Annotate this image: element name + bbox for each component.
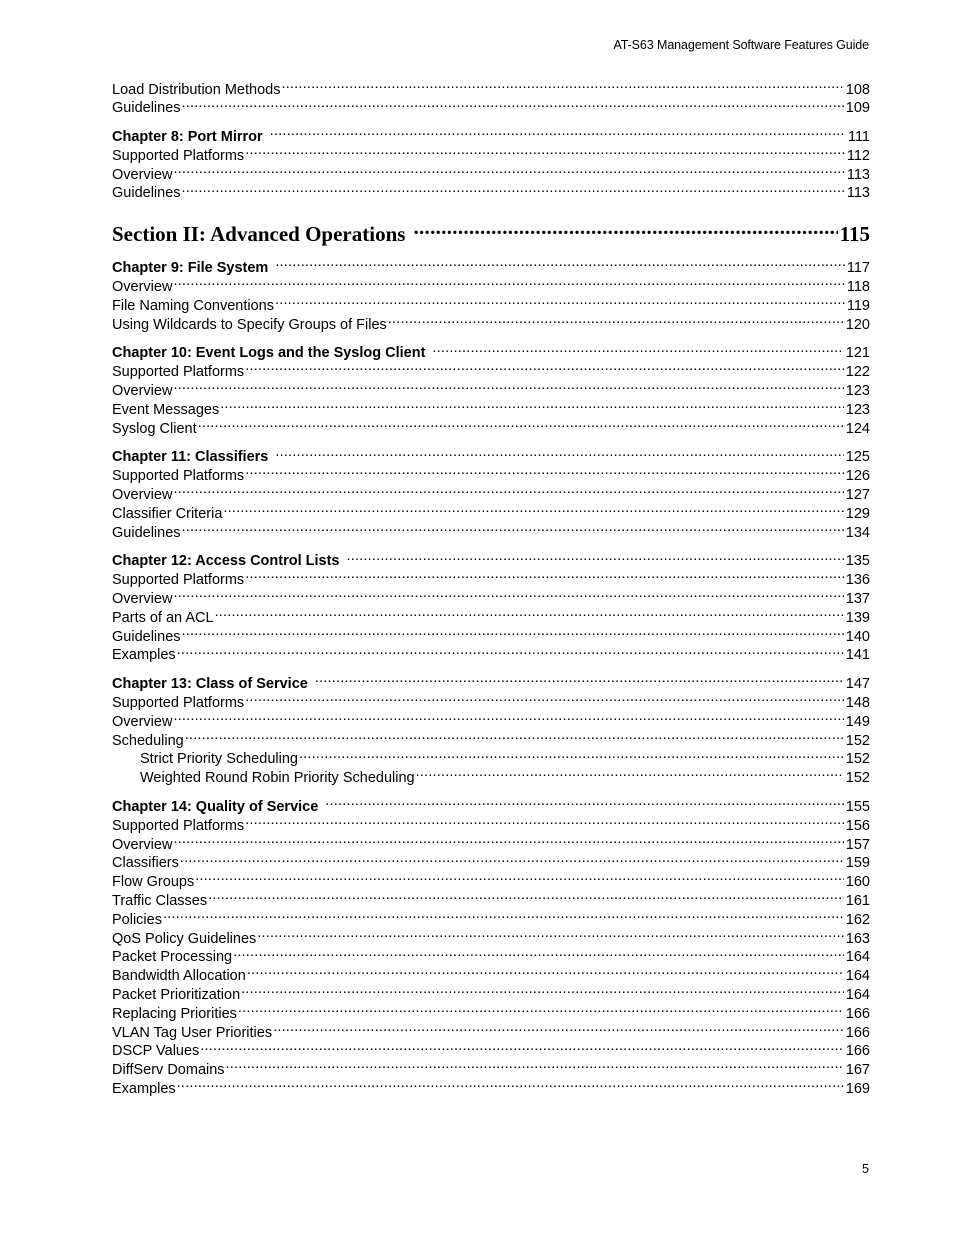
leader-dots [275,258,845,273]
toc-entry[interactable] [112,1041,870,1060]
toc-entry-page: 129 [845,505,870,522]
chapter-page: 121 [845,345,870,362]
leader-dots [432,343,843,358]
toc-entry-label: Overview [112,383,173,400]
toc-chapter-8[interactable] [112,127,870,146]
leader-dots [233,947,844,962]
leader-dots [245,145,845,160]
toc-chapter-14[interactable] [112,797,870,816]
chapter-title: Chapter 12: Access Control Lists [112,553,340,570]
leader-dots [173,711,843,726]
toc-entry-page: 119 [846,297,870,314]
toc-entry-page: 169 [845,1080,870,1097]
leader-dots [281,79,843,94]
toc-entry[interactable] [112,145,870,164]
toc-entry-page: 134 [845,524,870,541]
toc-entry[interactable] [112,418,870,437]
toc-entry-page: 162 [845,911,870,928]
leader-dots [416,768,844,783]
leader-dots [315,674,844,689]
chapter-title: Chapter 8: Port Mirror [112,129,263,146]
toc-entry[interactable] [112,485,870,504]
leader-dots [413,220,837,241]
toc-entry-label: Bandwidth Allocation [112,968,246,985]
leader-dots [195,872,844,887]
leader-dots [241,984,844,999]
chapter-page: 147 [845,676,870,693]
toc-entry[interactable] [112,711,870,730]
toc-entry-page: 160 [845,874,870,891]
toc-entry[interactable] [112,79,870,98]
toc-entry-page: 148 [845,695,870,712]
toc-entry-page: 122 [845,364,870,381]
section-title: Section II: Advanced Operations [112,221,406,246]
toc-entry-page: 163 [845,930,870,947]
toc-entry-label: Packet Prioritization [112,986,241,1003]
leader-dots [173,277,844,292]
toc-entry-label: Supported Platforms [112,817,245,834]
toc-entry[interactable] [112,928,870,947]
leader-dots [220,399,844,414]
toc-entry-label: Supported Platforms [112,468,245,485]
leader-dots [347,551,844,566]
toc-entry-page: 123 [845,401,870,418]
leader-dots [163,909,844,924]
toc-entry-page: 137 [845,591,870,608]
leader-dots [270,127,846,142]
toc-entry[interactable] [112,183,870,202]
toc-entry-label: Weighted Round Robin Priority Scheduling [140,770,415,787]
leader-dots [173,834,843,849]
toc-entry-label: Syslog Client [112,420,197,437]
leader-dots [257,928,844,943]
toc-entry[interactable] [112,947,870,966]
leader-dots [177,645,844,660]
toc-entry-label: Examples [112,647,176,664]
leader-dots [388,314,844,329]
toc-entry-page: 112 [846,147,870,164]
toc-entry-page: 140 [845,628,870,645]
toc-entry-label: Classifier Criteria [112,505,223,522]
toc-entry-label: VLAN Tag User Priorities [112,1024,273,1041]
leader-dots [173,485,843,500]
leader-dots [182,522,844,537]
leader-dots [238,1003,844,1018]
toc-entry-label: Strict Priority Scheduling [140,751,298,768]
leader-dots [245,466,844,481]
chapter-title: Chapter 10: Event Logs and the Syslog Client [112,345,426,362]
toc-chapter-10[interactable] [112,343,870,362]
toc-entry-page: 167 [845,1062,870,1079]
toc-entry-label: Classifiers [112,855,179,872]
toc-entry[interactable] [112,295,870,314]
toc-entry-page: 139 [845,609,870,626]
toc-entry[interactable] [112,815,870,834]
leader-dots [173,589,843,604]
toc-entry-label: Event Messages [112,401,220,418]
toc-entry-page: 141 [845,647,870,664]
toc-entry-page: 118 [846,279,870,296]
toc-entry-label: Using Wildcards to Specify Groups of Files [112,316,387,333]
toc-entry-label: Supported Platforms [112,695,245,712]
leader-dots [182,626,844,641]
toc-entry-label: Traffic Classes [112,892,208,909]
toc-entry[interactable] [112,966,870,985]
toc-entry[interactable] [112,277,870,296]
toc-entry-label: Supported Platforms [112,147,245,164]
toc-entry-page: 159 [845,855,870,872]
toc-entry-label: Overview [112,591,173,608]
toc-entry-page: 124 [845,420,870,437]
toc-subentry[interactable] [112,768,870,787]
toc-entry-label: Guidelines [112,185,181,202]
toc-entry-label: QoS Policy Guidelines [112,930,257,947]
toc-entry[interactable] [112,314,870,333]
toc-entry-label: Examples [112,1080,176,1097]
toc-entry-page: 108 [845,81,870,98]
toc-entry[interactable] [112,362,870,381]
toc-entry[interactable] [112,98,870,117]
toc-entry-page: 113 [846,185,870,202]
toc-entry[interactable] [112,466,870,485]
toc-entry-page: 152 [845,732,870,749]
leader-dots [173,164,844,179]
toc-entry-page: 109 [845,100,870,117]
toc-entry-label: Supported Platforms [112,572,245,589]
toc-entry[interactable] [112,1060,870,1079]
toc-entry[interactable] [112,872,870,891]
leader-dots [198,418,844,433]
toc-entry[interactable] [112,890,870,909]
toc-entry-page: 157 [845,836,870,853]
leader-dots [245,570,844,585]
toc-entry-label: Guidelines [112,100,181,117]
leader-dots [245,815,844,830]
toc-entry-label: File Naming Conventions [112,297,274,314]
chapter-page: 155 [845,799,870,815]
toc-entry-page: 166 [845,1005,870,1022]
toc-entry-label: Overview [112,713,173,730]
leader-dots [273,1022,844,1037]
toc-entry-label: Load Distribution Methods [112,81,281,98]
toc-entry[interactable] [112,730,870,749]
toc-entry-label: Overview [112,166,173,183]
leader-dots [185,730,844,745]
toc-chapter-11[interactable] [112,447,870,466]
chapter-title: Chapter 9: File System [112,260,269,277]
toc-entry-label: Overview [112,487,173,504]
toc-entry-label: Replacing Priorities [112,1005,237,1022]
chapter-page: 125 [845,449,870,466]
toc-entry-label: Policies [112,911,162,928]
chapter-title: Chapter 13: Class of Service [112,676,308,693]
toc-entry[interactable] [112,693,870,712]
toc-subentry[interactable] [112,749,870,768]
toc-entry-page: 126 [845,468,870,485]
toc-entry[interactable] [112,853,870,872]
toc-entry-label: Flow Groups [112,874,195,891]
toc-entry-page: 164 [845,986,870,1003]
toc-entry-page: 161 [845,892,870,909]
chapter-page: 117 [846,260,870,277]
toc-entry[interactable] [112,645,870,664]
toc-entry-page: 127 [845,487,870,504]
toc-entry[interactable] [112,1003,870,1022]
toc-entry[interactable] [112,381,870,400]
section-page: 115 [839,221,870,246]
toc-entry-label: Parts of an ACL [112,609,214,626]
toc-entry-page: 164 [845,968,870,985]
toc-chapter-13[interactable] [112,674,870,693]
chapter-page: 135 [845,553,870,570]
toc-entry-page: 166 [845,1043,870,1060]
leader-dots [208,890,844,905]
toc-entry-page: 149 [845,713,870,730]
toc-entry[interactable] [112,503,870,522]
toc-entry-label: DiffServ Domains [112,1062,225,1079]
toc-entry-page: 120 [845,316,870,333]
toc-entry[interactable] [112,1022,870,1041]
toc-entry[interactable] [112,626,870,645]
leader-dots [245,693,844,708]
toc-entry[interactable] [112,570,870,589]
leader-dots [200,1041,843,1056]
toc-entry-page: 152 [845,770,870,787]
toc-entry[interactable] [112,984,870,1003]
leader-dots [299,749,844,764]
toc-entry-label: Overview [112,836,173,853]
leader-dots [245,362,844,377]
toc-entry[interactable] [112,522,870,541]
leader-dots [275,447,843,462]
toc-entry-label: Overview [112,279,173,296]
leader-dots [182,183,845,198]
leader-dots [325,797,844,812]
toc-entry-label: Supported Platforms [112,364,245,381]
leader-dots [275,295,845,310]
toc-entry-label: Packet Processing [112,949,233,966]
chapter-title: Chapter 11: Classifiers [112,449,269,466]
leader-dots [226,1060,844,1075]
toc-entry-page: 164 [845,949,870,966]
toc-entry[interactable] [112,834,870,853]
leader-dots [177,1078,844,1093]
toc-section-2[interactable] [112,220,870,248]
toc-entry-page: 152 [845,751,870,768]
leader-dots [215,607,844,622]
toc-entry-page: 123 [845,383,870,400]
toc-entry-label: DSCP Values [112,1043,200,1060]
toc-entry-page: 156 [845,817,870,834]
chapter-title: Chapter 14: Quality of Service [112,799,319,815]
leader-dots [247,966,844,981]
toc-entry[interactable] [112,607,870,626]
toc-entry-label: Guidelines [112,628,181,645]
toc-entry-label: Scheduling [112,732,184,749]
toc-entry[interactable] [112,589,870,608]
toc-entry[interactable] [112,399,870,418]
table-of-contents [112,79,870,1097]
toc-entry[interactable] [112,909,870,928]
leader-dots [182,98,844,113]
leader-dots [180,853,844,868]
toc-entry-page: 113 [846,166,870,183]
leader-dots [223,503,843,518]
chapter-page: 111 [847,129,870,146]
page-number: 5 [862,1162,869,1176]
toc-entry-page: 136 [845,572,870,589]
toc-entry[interactable] [112,1078,870,1097]
toc-entry-label: Guidelines [112,524,181,541]
toc-entry-page: 166 [845,1024,870,1041]
toc-chapter-9[interactable] [112,258,870,277]
toc-chapter-12[interactable] [112,551,870,570]
toc-entry[interactable] [112,164,870,183]
running-header: AT-S63 Management Software Features Guide [613,38,869,52]
leader-dots [173,381,843,396]
